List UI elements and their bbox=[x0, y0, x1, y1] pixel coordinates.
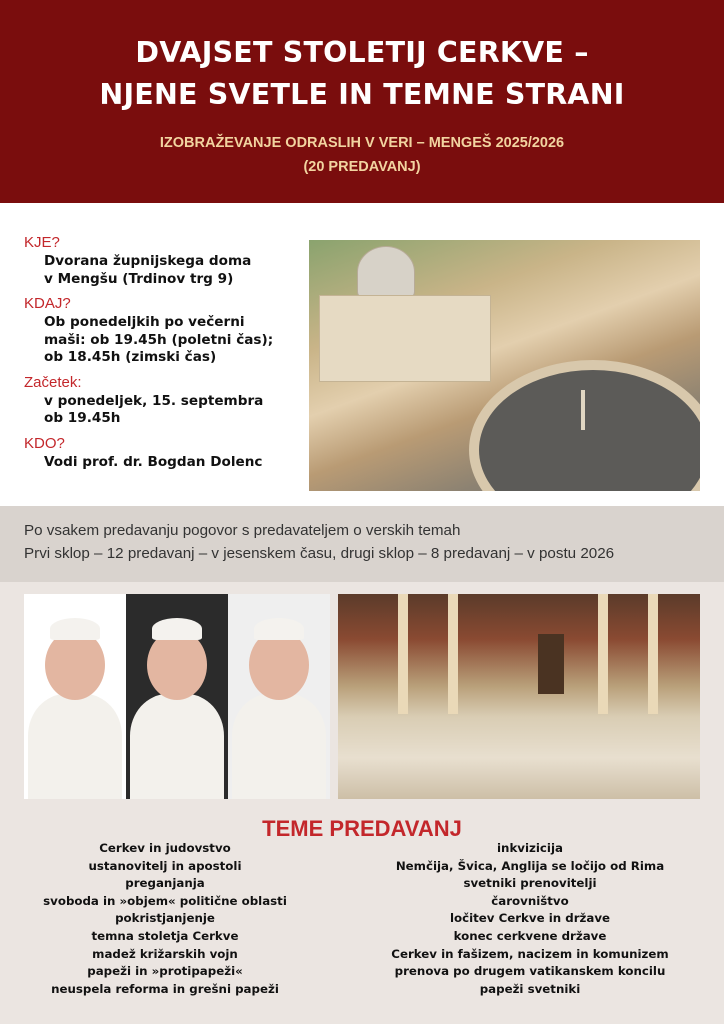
pope-portrait bbox=[228, 594, 330, 799]
topic-item: ločitev Cerkve in države bbox=[449, 911, 611, 926]
band-line-2: Prvi sklop – 12 predavanj – v jesenskem času, drugi sklop – 8 predavanj – v postu 2026 bbox=[24, 545, 615, 562]
topic-item: Cerkev in judovstvo bbox=[99, 841, 231, 855]
topic-item: preganjanja bbox=[125, 876, 205, 891]
topic-item: temna stoletja Cerkve bbox=[91, 928, 239, 943]
topic-item: papeži svetniki bbox=[479, 981, 581, 996]
topic-item: svetniki prenovitelji bbox=[463, 876, 597, 891]
popes-photo bbox=[24, 594, 330, 799]
subtitle-line-1: IZOBRAŽEVANJE ODRASLIH V VERI – MENGEŠ 2025/2026 bbox=[159, 135, 565, 151]
page-subtitle bbox=[0, 131, 724, 179]
pope-portrait bbox=[126, 594, 228, 799]
topic-item: papeži in »protipapeži« bbox=[87, 964, 243, 979]
when-line-3: ob 18.45h (zimski čas) bbox=[44, 349, 217, 365]
topic-item: Cerkev in fašizem, nacizem in komunizem bbox=[391, 946, 669, 961]
where-line-1: Dvorana župnijskega doma bbox=[44, 253, 252, 269]
council-photo bbox=[338, 594, 700, 799]
topic-item: konec cerkvene države bbox=[453, 928, 607, 943]
band-line-1: Po vsakem predavanju pogovor s predavateljem o verskih temah bbox=[24, 522, 461, 539]
topic-item: pokristjanjenje bbox=[115, 911, 215, 926]
subtitle-line-2: (20 PREDAVANJ) bbox=[303, 159, 421, 175]
info-section bbox=[0, 203, 724, 506]
when-label: KDAJ? bbox=[24, 295, 71, 312]
vatican-aerial-photo bbox=[309, 240, 700, 491]
topic-item: ustanovitelj in apostoli bbox=[88, 858, 242, 873]
topics-list-right bbox=[370, 840, 690, 998]
title-line-1: DVAJSET STOLETIJ CERKVE – bbox=[135, 36, 589, 69]
page-title bbox=[0, 32, 724, 116]
topic-item: madež križarskih vojn bbox=[92, 946, 238, 961]
topic-item: Nemčija, Švica, Anglija se ločijo od Rima bbox=[395, 858, 665, 873]
where-line-2: v Mengšu (Trdinov trg 9) bbox=[44, 270, 234, 287]
start-label: Začetek: bbox=[24, 373, 82, 391]
topic-item: neuspela reforma in grešni papeži bbox=[51, 981, 279, 996]
topic-item: svoboda in »objem« politične oblasti bbox=[43, 893, 287, 908]
where-label: KJE? bbox=[24, 234, 60, 251]
obelisk bbox=[581, 390, 585, 430]
who-line-1: Vodi prof. dr. Bogdan Dolenc bbox=[44, 453, 263, 470]
start-line-1: v ponedeljek, 15. septembra bbox=[44, 392, 264, 409]
header-banner bbox=[0, 0, 724, 203]
topics-title: TEME PREDAVANJ bbox=[262, 816, 462, 841]
topic-item: čarovništvo bbox=[491, 893, 569, 908]
basilica-dome bbox=[357, 246, 415, 298]
when-line-2: maši: ob 19.45h (poletni čas); bbox=[44, 331, 274, 348]
pope-portrait bbox=[24, 594, 126, 799]
basilica-building bbox=[319, 295, 491, 382]
info-band bbox=[0, 506, 724, 582]
start-line-2: ob 19.45h bbox=[44, 410, 121, 426]
altar-canopy bbox=[538, 634, 564, 694]
when-line-1: Ob ponedeljkih po večerni bbox=[44, 314, 245, 330]
topic-item: prenova po drugem vatikanskem koncilu bbox=[394, 964, 666, 979]
who-label: KDO? bbox=[24, 434, 65, 452]
title-line-2: NJENE SVETLE IN TEMNE STRANI bbox=[99, 78, 625, 111]
event-details bbox=[24, 233, 294, 471]
topic-item: inkvizicija bbox=[497, 841, 563, 855]
topics-list-left bbox=[40, 840, 290, 998]
